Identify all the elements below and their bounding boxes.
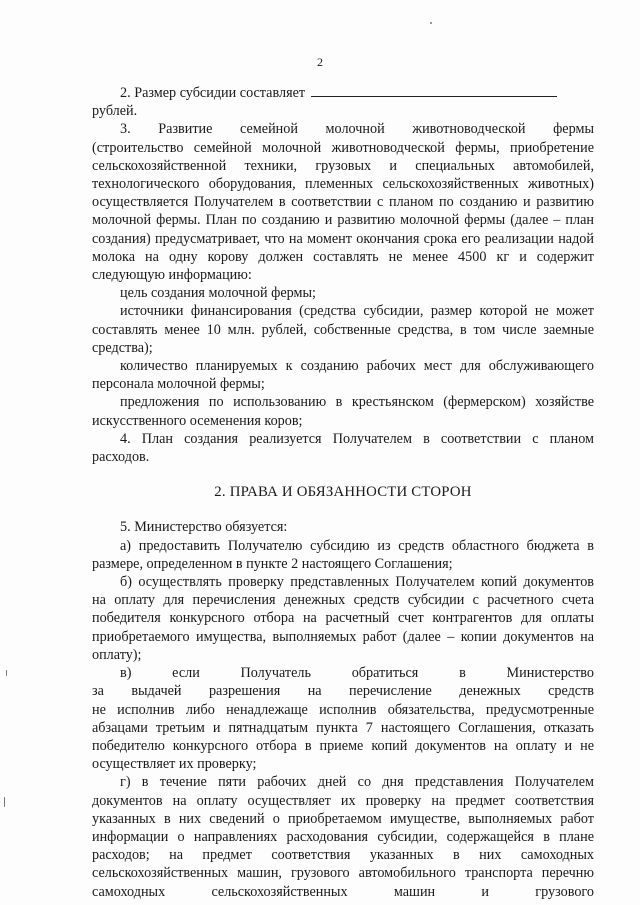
- clause-5-v-line-1: в) если Получатель обратиться в Министерство: [120, 665, 594, 682]
- clause-5-b: б) осуществлять проверку представленных Получателем копий документов на оплату для перечисления денежных средств субсидии с расчетного счета победителя конкурсного отбора на расчетный счет контрагентов для оплаты приобретаемого имущества, выполняемых работ (далее – копии документов на оплату);: [92, 574, 594, 663]
- document-body: [92, 84, 594, 901]
- clause-3-item-goal: цель создания молочной фермы;: [120, 285, 316, 302]
- scan-speck: [4, 797, 5, 807]
- clause-3-item-jobs: количество планируемых к созданию рабочих мест для обслуживающего персонала молочной фермы;: [92, 358, 594, 393]
- clause-4: 4. План создания реализуется Получателем в соответствии с планом расходов.: [92, 430, 594, 466]
- clause-2: [92, 84, 594, 102]
- clause-3-item-insemination: предложения по использованию в крестьянском (фермерском) хозяйстве искусственного осеменения коров;: [92, 394, 594, 429]
- clause-5-g: г) в течение пяти рабочих дней со дня представления Получателем документов на оплату осуществляет их проверку на предмет соответствия указанных в них сведений о приобретаемом имуществе, выполняемых работ информации о направлениях расходования субсидии, содержащейся в плане расходов; на предмет соответствия указанных в них самоходных сельскохозяйственных машин, грузового автомобильного транспорта перечню самоходных сельскохозяйственных машин и грузового: [92, 774, 594, 900]
- clause-5-a: а) предоставить Получателю субсидию из средств областного бюджета в размере, определенном в пункте 2 настоящего Соглашения;: [92, 537, 594, 572]
- scan-speck: [430, 22, 432, 24]
- clause-5-v-text: не исполнив либо ненадлежаще исполнив обязательства, предусмотренные абзацами третьим и пятнадцатым пункта 7 настоящего Соглашения, отказать победителю конкурсного отбора в приеме копий документов на оплату и не осуществляет их проверку;: [92, 701, 594, 773]
- page-number: 2: [317, 55, 323, 69]
- clause-2-tail: рублей.: [92, 103, 138, 120]
- scan-speck: [6, 670, 7, 676]
- clause-3-first-line: 3. Развитие семейной молочной животноводческой фермы: [120, 121, 594, 138]
- section-2-title: 2. ПРАВА И ОБЯЗАННОСТИ СТОРОН: [214, 484, 472, 501]
- clause-5: 5. Министерство обязуется:: [120, 519, 288, 536]
- clause-2-label: 2. Размер субсидии составляет: [120, 85, 306, 101]
- subsidy-amount-blank: [311, 84, 557, 97]
- clause-5-v-line-2: за выдачей разрешения на перечисление денежных средств: [92, 683, 594, 700]
- clause-3-item-funding: источники финансирования (средства субсидии, размер которой не может составлять менее 10 млн. рублей, собственные средства, в том числе заемные средства);: [92, 303, 594, 356]
- clause-3-text: (строительство семейной молочной животноводческой фермы, приобретение сельскохозяйственной техники, грузовых и специальных автомобилей, технологического оборудования, племенных сельскохозяйственных животных) осуществляется Получателем в соответствии с планом по созданию и развитию молочной фермы. План по созданию и развитию молочной фермы (далее – план создания) предусматривает, что на момент окончания срока его реализации надой молока на одну корову должен составлять не менее 4500 кг и содержит следующую информацию:: [92, 139, 594, 284]
